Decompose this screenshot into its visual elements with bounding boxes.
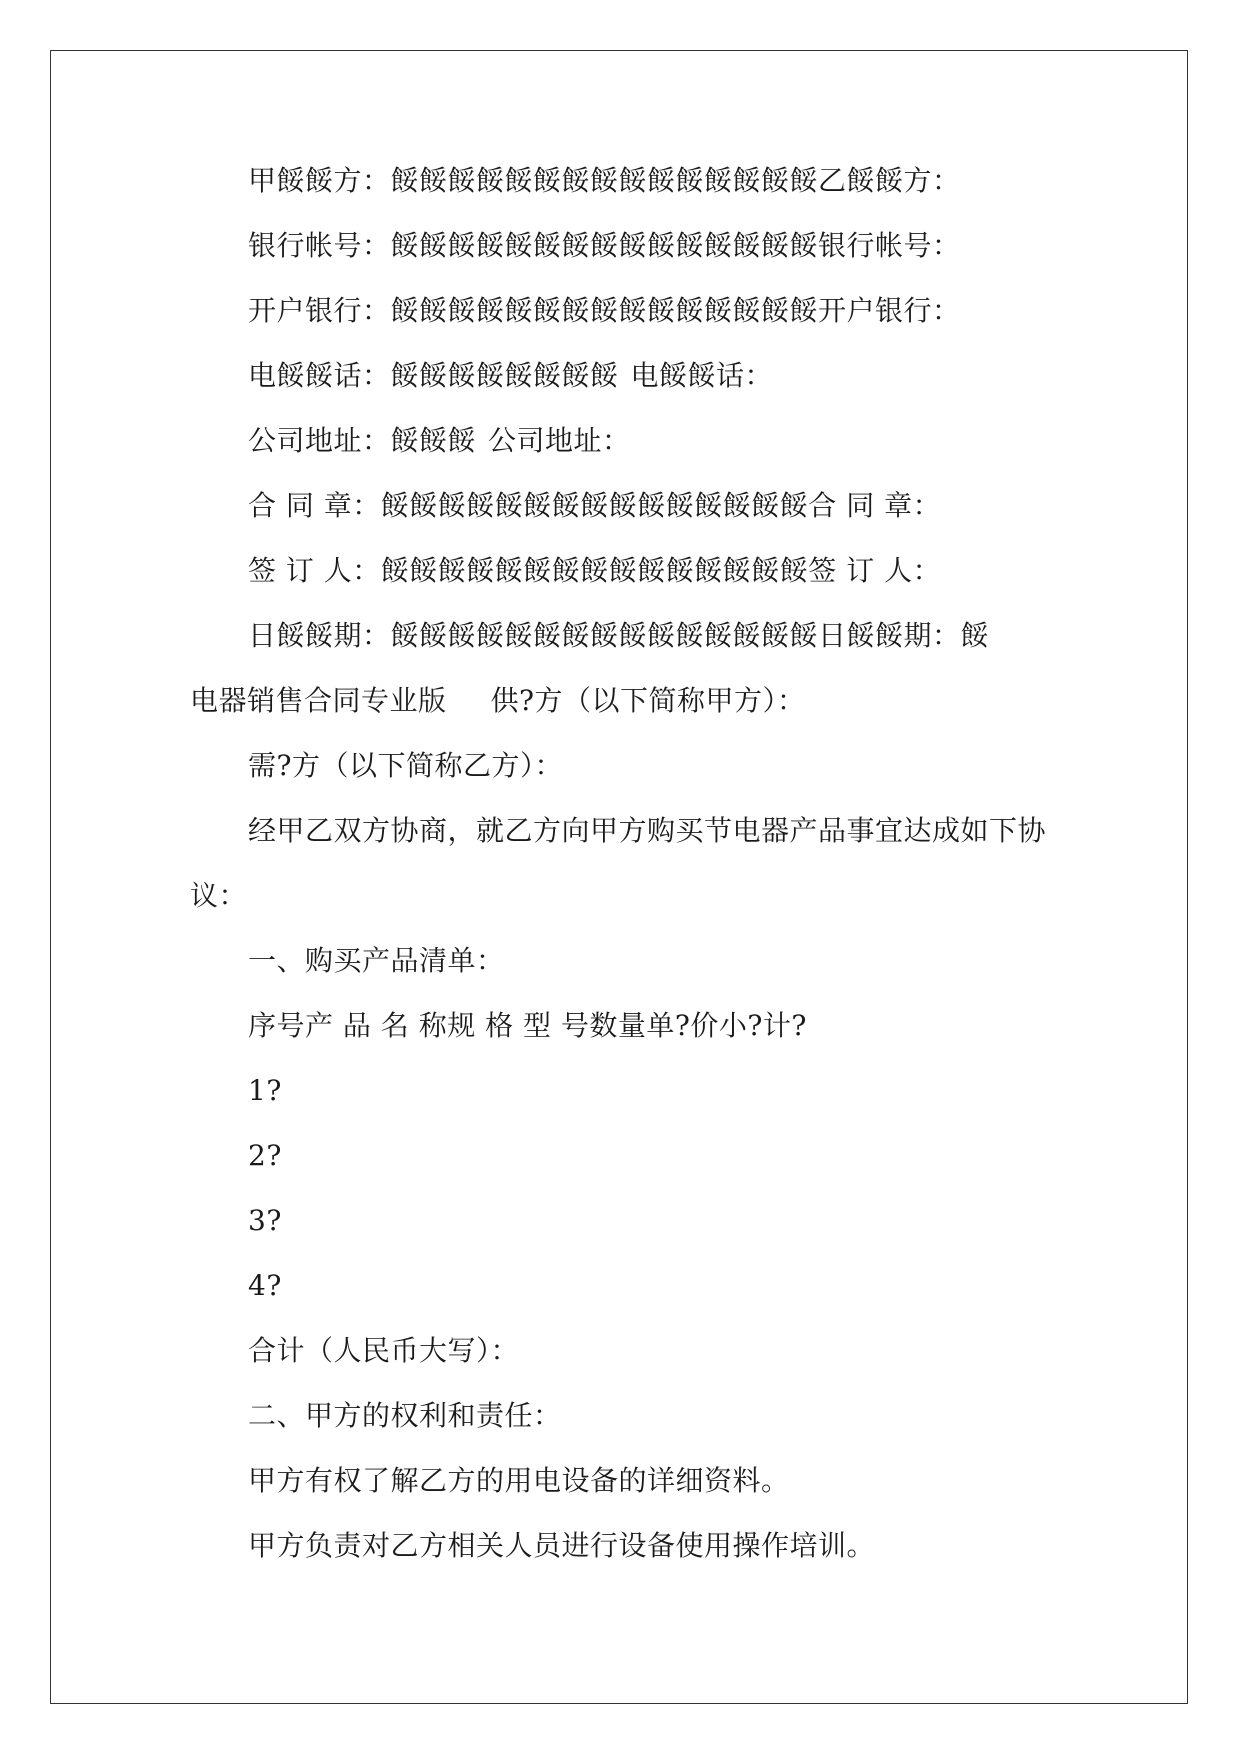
product-table-row: 3?: [248, 1204, 282, 1237]
intro-paragraph-line-2: 议：: [190, 879, 248, 912]
phone-left: 电餒餒话：餒餒餒餒餒餒餒餒: [248, 359, 619, 392]
clause-1: 甲方有权了解乙方的用电设备的详细资料。: [248, 1464, 790, 1497]
section-2-title: 二、甲方的权利和责任：: [248, 1399, 562, 1432]
product-table-row: 2?: [248, 1139, 282, 1172]
phone-row: [190, 343, 1070, 408]
intro-paragraph-line-1: 经甲乙双方协商，就乙方向甲方购买节电器产品事宜达成如下协: [248, 814, 1047, 847]
total-amount-label: 合计（人民币大写）：: [248, 1334, 520, 1367]
supplier-label: 供?方（以下简称甲方）：: [490, 684, 806, 717]
product-table-header: 序号产 品 名 称规 格 型 号数量单?价小?计?: [248, 1009, 807, 1042]
address-right: 公司地址：: [488, 424, 631, 457]
product-table-row: 1?: [248, 1074, 282, 1107]
party-a-b-row: 甲餒餒方：餒餒餒餒餒餒餒餒餒餒餒餒餒餒餒乙餒餒方：: [248, 164, 961, 197]
section-1-title: 一、购买产品清单：: [248, 944, 505, 977]
address-left: 公司地址：餒餒餒: [248, 424, 477, 457]
phone-right: 电餒餒话：: [630, 359, 774, 392]
product-table-row: 4?: [248, 1269, 282, 1302]
title-row: [190, 668, 1070, 733]
seal-row: 合 同 章：餒餒餒餒餒餒餒餒餒餒餒餒餒餒餒合 同 章：: [248, 489, 942, 522]
bank-name-row: 开户银行：餒餒餒餒餒餒餒餒餒餒餒餒餒餒餒开户银行：: [248, 294, 961, 327]
date-row: 日餒餒期：餒餒餒餒餒餒餒餒餒餒餒餒餒餒餒日餒餒期：餒: [248, 619, 990, 652]
signatory-row: 签 订 人：餒餒餒餒餒餒餒餒餒餒餒餒餒餒餒签 订 人：: [248, 554, 942, 587]
document-title: 电器销售合同专业版: [190, 684, 447, 717]
clause-2: 甲方负责对乙方相关人员进行设备使用操作培训。: [248, 1529, 876, 1562]
address-row: [190, 408, 1070, 473]
buyer-label: 需?方（以下简称乙方）：: [248, 749, 564, 782]
bank-account-row: 银行帐号：餒餒餒餒餒餒餒餒餒餒餒餒餒餒餒银行帐号：: [248, 229, 961, 262]
contract-document: [190, 148, 1070, 1578]
